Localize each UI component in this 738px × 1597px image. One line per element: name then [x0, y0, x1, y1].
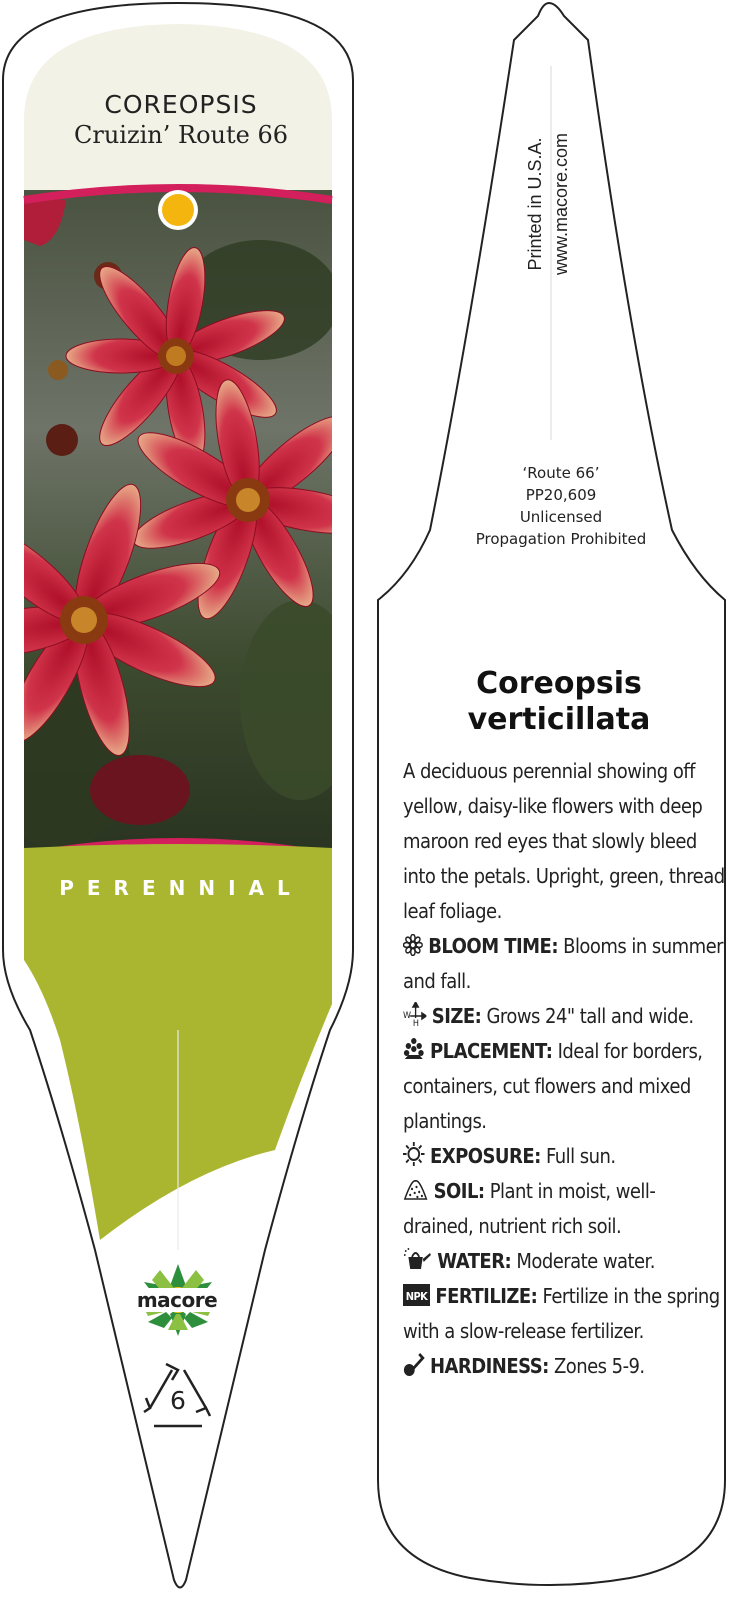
print-info	[522, 94, 574, 314]
placement-icon	[403, 1037, 425, 1061]
patent-line: Unlicensed	[519, 508, 603, 526]
care-label: PLACEMENT:	[430, 1039, 553, 1063]
svg-text:NPK: NPK	[405, 1290, 428, 1304]
botanical-genus: Coreopsis	[476, 666, 642, 701]
patent-block	[438, 462, 684, 550]
front-title	[30, 90, 332, 150]
care-label: FERTILIZE:	[435, 1284, 538, 1308]
patent-line: ‘Route 66’	[522, 464, 600, 482]
cultivar-name: Cruizin’ Route 66	[74, 121, 288, 149]
website-text: www.macore.com	[551, 132, 571, 276]
sun-icon	[403, 1142, 425, 1166]
care-label: SIZE:	[431, 1004, 482, 1028]
care-label: SOIL:	[433, 1179, 485, 1203]
care-text: Zones 5-9.	[548, 1354, 645, 1378]
care-item-placement	[403, 1034, 725, 1139]
size-icon	[403, 1002, 426, 1026]
care-item-soil	[403, 1174, 725, 1244]
care-label: EXPOSURE:	[430, 1144, 541, 1168]
care-info	[403, 754, 725, 1384]
flower-icon	[403, 934, 423, 956]
care-text: Blooms in summer and fall.	[403, 934, 724, 993]
patent-line: Propagation Prohibited	[475, 530, 647, 548]
thermometer-icon	[403, 1352, 425, 1376]
brand-logo-text: macore	[136, 1288, 218, 1312]
care-item-water	[403, 1244, 725, 1279]
care-item-fertilize	[403, 1279, 725, 1349]
watering-can-icon	[403, 1247, 432, 1271]
botanical-name	[386, 666, 732, 738]
soil-icon	[403, 1179, 428, 1201]
care-text: Fertilize in the spring with a slow-release fertilizer.	[403, 1284, 720, 1343]
flower-photo	[0, 190, 376, 870]
category-label: PERENNIAL	[59, 876, 303, 900]
care-label: WATER:	[437, 1249, 512, 1273]
botanical-species: verticillata	[467, 702, 651, 737]
care-item-bloom	[403, 929, 725, 999]
care-item-size	[403, 999, 725, 1034]
care-text: Ideal for borders, containers, cut flowers and mixed plantings.	[403, 1039, 703, 1133]
npk-icon	[403, 1284, 430, 1306]
care-label: HARDINESS:	[430, 1354, 549, 1378]
care-item-hardiness	[403, 1349, 725, 1384]
care-text: Plant in moist, well-drained, nutrient rich soil.	[403, 1179, 656, 1238]
care-label: BLOOM TIME:	[428, 934, 558, 958]
svg-text:W: W	[403, 1010, 411, 1022]
patent-line: PP20,609	[525, 486, 597, 504]
care-text: Grows 24" tall and wide.	[481, 1004, 694, 1028]
recycle-number: 6	[170, 1386, 186, 1415]
genus-name: COREOPSIS	[104, 90, 258, 119]
care-text: Full sun.	[540, 1144, 616, 1168]
care-item-exposure	[403, 1139, 725, 1174]
printed-in-text: Printed in U.S.A.	[525, 137, 545, 271]
description-text: A deciduous perennial showing off yellow, daisy-like flowers with deep maroon red eyes that slowly bleed into the petals. Upright, green, thread leaf foliage.	[403, 759, 725, 923]
svg-text:H: H	[412, 1018, 419, 1026]
care-text: Moderate water.	[511, 1249, 655, 1273]
